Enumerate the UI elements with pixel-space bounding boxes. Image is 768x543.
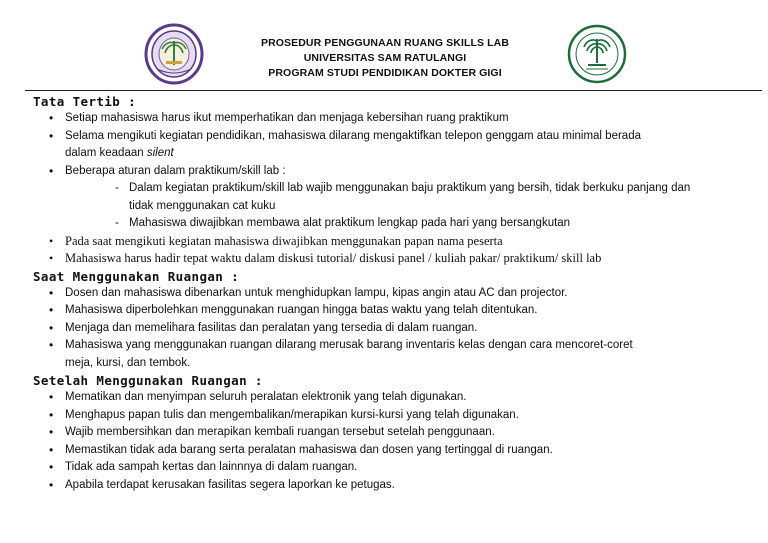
faculty-seal-icon (566, 23, 628, 85)
document-body (33, 93, 758, 494)
list-item (33, 389, 758, 407)
list-item (33, 163, 758, 233)
list-item (33, 285, 758, 303)
list-item-text: Apabila terdapat kerusakan fasilitas segera laporkan ke petugas. (65, 478, 395, 491)
list-saat-menggunakan (33, 285, 758, 373)
list-item-text: Beberapa aturan dalam praktikum/skill lab : (65, 164, 286, 177)
list-item (33, 233, 758, 251)
list-item-text: Pada saat mengikuti kegiatan mahasiswa diwajibkan menggunakan papan nama peserta (65, 233, 503, 248)
list-item-text: dalam keadaan (65, 147, 147, 159)
list-item-text: Dosen dan mahasiswa dibenarkan untuk menghidupkan lampu, kipas angin atau AC dan projector. (65, 286, 568, 299)
document-header (0, 0, 768, 92)
title-line-1: PROSEDUR PENGGUNAAN RUANG SKILLS LAB (260, 37, 510, 49)
list-item-continuation: meja, kursi, dan tembok. (65, 356, 191, 369)
list-item-text: Menjaga dan memelihara fasilitas dan peralatan yang tersedia di dalam ruangan. (65, 321, 478, 334)
list-item-continuation (65, 145, 758, 163)
list-item-text: Setiap mahasiswa harus ikut memperhatikan dan menjaga kebersihan ruang praktikum (65, 112, 509, 124)
title-line-2: UNIVERSITAS SAM RATULANGI (303, 52, 467, 64)
document-title (230, 36, 540, 81)
list-setelah-menggunakan (33, 389, 758, 494)
list-item-text: Mahasiswa yang menggunakan ruangan dilarang merusak barang inventaris kelas dengan cara mencoret-coret (65, 339, 633, 351)
list-item (33, 424, 758, 442)
list-item (33, 337, 758, 372)
list-item-text: Mahasiswa diwajibkan membawa alat praktikum lengkap pada hari yang bersangkutan (129, 217, 571, 229)
list-item (33, 407, 758, 425)
section-heading-setelah-menggunakan: Setelah Menggunakan Ruangan : (33, 373, 263, 388)
sub-list-item (65, 180, 758, 215)
list-item-text: Tidak ada sampah kertas dan lainnnya di dalam ruangan. (65, 461, 358, 473)
university-seal-icon (143, 23, 205, 85)
list-item-continuation: tidak menggunakan cat kuku (129, 199, 276, 212)
list-item (33, 128, 758, 163)
list-item-text: Mahasiswa harus hadir tepat waktu dalam diskusi tutorial/ diskusi panel / kuliah pakar/ praktikum/ skill lab (65, 251, 602, 265)
section-heading-saat-menggunakan: Saat Menggunakan Ruangan : (33, 268, 240, 284)
list-item-text: Mahasiswa diperbolehkan menggunakan ruangan hingga batas waktu yang telah ditentukan. (65, 304, 538, 316)
list-item-text: Mematikan dan menyimpan seluruh peralatan elektronik yang telah digunakan. (65, 391, 467, 403)
emphasis-text: silent (146, 147, 174, 159)
list-item (33, 320, 758, 338)
list-item-text: Wajib membersihkan dan merapikan kembali ruangan tersebut setelah penggunaan. (65, 426, 495, 438)
section-heading-tata-tertib: Tata Tertib : (33, 94, 137, 109)
list-item (33, 442, 758, 460)
list-item-text: Memastikan tidak ada barang serta peralatan mahasiswa dan dosen yang tertinggal di ruangan. (65, 443, 553, 456)
title-line-3: PROGRAM STUDI PENDIDIKAN DOKTER GIGI (268, 67, 502, 79)
header-divider (25, 90, 762, 91)
list-item-text: Menghapus papan tulis dan mengembalikan/merapikan kursi-kursi yang telah digunakan. (65, 408, 519, 421)
list-item (33, 477, 758, 495)
list-tata-tertib (33, 110, 758, 268)
sub-list-item (65, 215, 758, 233)
list-item-text: Selama mengikuti kegiatan pendidikan, mahasiswa dilarang mengaktifkan telepon genggam atau minimal berada (65, 129, 641, 142)
list-item (33, 110, 758, 128)
list-item-text: Dalam kegiatan praktikum/skill lab wajib menggunakan baju praktikum yang bersih, tidak berkuku panjang dan (129, 182, 691, 194)
list-item (33, 459, 758, 477)
list-item (33, 250, 758, 268)
list-item (33, 302, 758, 320)
sub-list (65, 180, 758, 233)
